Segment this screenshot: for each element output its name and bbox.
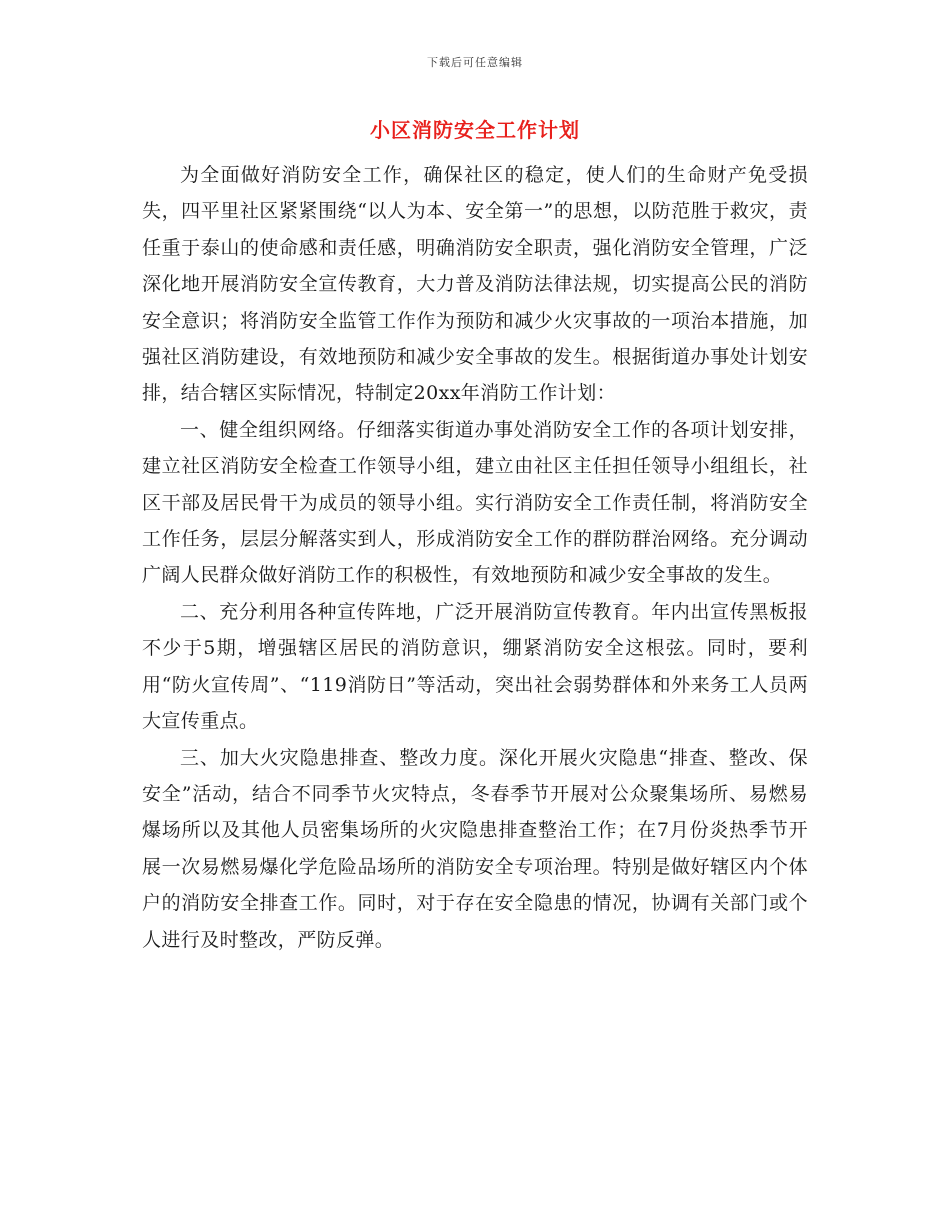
- paragraph-section-2: 二、充分利用各种宣传阵地，广泛开展消防宣传教育。年内出宣传黑板报不少于5期，增强辖区居民的消防意识，绷紧消防安全这根弦。同时，要利用“防火宣传周”、“119消防日”等活动，突出社会弱势群体和外来务工人员两大宣传重点。: [142, 600, 808, 733]
- paragraph-section-3: 三、加大火灾隐患排查、整改力度。深化开展火灾隐患“排查、整改、保安全”活动，结合不同季节火灾特点，冬春季节开展对公众聚集场所、易燃易爆场所以及其他人员密集场所的火灾隐患排查整治工作；在7月份炎热季节开展一次易燃易爆化学危险品场所的消防安全专项治理。特别是做好辖区内个体户的消防安全排查工作。同时，对于存在安全隐患的情况，协调有关部门或个人进行及时整改，严防反弹。: [142, 746, 808, 951]
- document-title: 小区消防安全工作计划: [370, 118, 580, 142]
- paragraph-section-1: 一、健全组织网络。仔细落实街道办事处消防安全工作的各项计划安排，建立社区消防安全检查工作领导小组，建立由社区主任担任领导小组组长，社区干部及居民骨干为成员的领导小组。实行消防安全工作责任制，将消防安全工作任务，层层分解落实到人，形成消防安全工作的群防群治网络。充分调动广阔人民群众做好消防工作的积极性，有效地预防和减少安全事故的发生。: [142, 418, 808, 587]
- header-note: 下载后可任意编辑: [427, 56, 523, 69]
- document-body: [142, 157, 808, 958]
- paragraph-intro: 为全面做好消防安全工作，确保社区的稳定，使人们的生命财产免受损失，四平里社区紧紧围绕“以人为本、安全第一”的思想，以防范胜于救灾，责任重于泰山的使命感和责任感，明确消防安全职责，强化消防安全管理，广泛深化地开展消防安全宣传教育，大力普及消防法律法规，切实提高公民的消防安全意识；将消防安全监管工作作为预防和减少火灾事故的一项治本措施，加强社区消防建设，有效地预防和减少安全事故的发生。根据街道办事处计划安排，结合辖区实际情况，特制定20xx年消防工作计划：: [142, 164, 808, 405]
